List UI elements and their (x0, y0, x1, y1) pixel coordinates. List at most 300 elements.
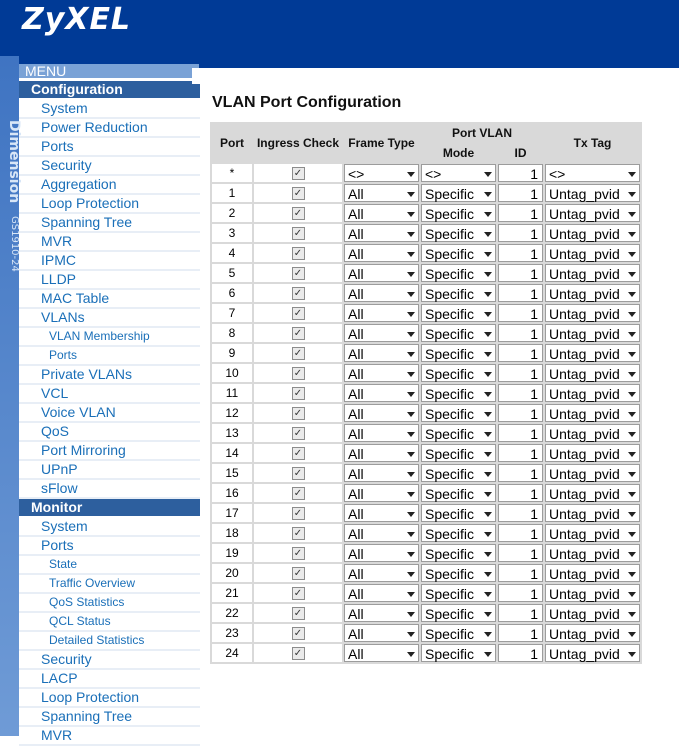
port-cell: 1 (212, 184, 252, 202)
port-vlan-mode-select-value: Specific (425, 306, 475, 322)
port-vlan-id-input[interactable]: 1 (498, 164, 543, 182)
dropdown-arrow-icon (484, 472, 492, 477)
menu-item-loop-protection[interactable]: Loop Protection (19, 689, 200, 708)
dropdown-arrow-icon (407, 492, 415, 497)
zyxel-logo: ZyXEL (22, 2, 132, 37)
port-vlan-mode-select-value: Specific (425, 586, 475, 602)
menu-item-ports[interactable]: Ports (19, 138, 200, 157)
frame-type-select-value: All (348, 426, 364, 442)
port-vlan-mode-select-value: Specific (425, 266, 475, 282)
dropdown-arrow-icon (484, 612, 492, 617)
tx-tag-select-value: Untag_pvid (549, 366, 620, 382)
tx-tag-select-value: <> (549, 166, 566, 182)
port-vlan-mode-select[interactable] (421, 464, 496, 482)
frame-type-select[interactable] (344, 424, 419, 442)
port-vlan-mode-select[interactable] (421, 644, 496, 662)
menu-item-traffic-overview[interactable]: Traffic Overview (19, 575, 200, 594)
frame-type-select[interactable] (344, 584, 419, 602)
dropdown-arrow-icon (407, 412, 415, 417)
port-vlan-mode-select[interactable] (421, 364, 496, 382)
tx-tag-select[interactable] (545, 624, 640, 642)
port-cell: 8 (212, 324, 252, 342)
frame-type-select[interactable] (344, 504, 419, 522)
dropdown-arrow-icon (628, 232, 636, 237)
frame-type-select-value: All (348, 526, 364, 542)
menu-item-detailed-statistics[interactable]: Detailed Statistics (19, 632, 200, 651)
frame-type-select[interactable] (344, 264, 419, 282)
ingress-check-checkbox[interactable]: ✓ (292, 267, 305, 280)
tx-tag-select[interactable] (545, 184, 640, 202)
frame-type-select[interactable] (344, 564, 419, 582)
tx-tag-select[interactable] (545, 444, 640, 462)
port-vlan-mode-select[interactable] (421, 224, 496, 242)
port-vlan-id-input[interactable]: 1 (498, 444, 543, 462)
ingress-check-checkbox[interactable]: ✓ (292, 287, 305, 300)
dropdown-arrow-icon (484, 552, 492, 557)
ingress-check-checkbox[interactable]: ✓ (292, 247, 305, 260)
dropdown-arrow-icon (628, 332, 636, 337)
tx-tag-select[interactable] (545, 224, 640, 242)
frame-type-select[interactable] (344, 284, 419, 302)
menu-item-qos-statistics[interactable]: QoS Statistics (19, 594, 200, 613)
tx-tag-select[interactable] (545, 164, 640, 182)
menu-item-qcl-status[interactable]: QCL Status (19, 613, 200, 632)
port-vlan-id-input[interactable]: 1 (498, 304, 543, 322)
tx-tag-select[interactable] (545, 384, 640, 402)
tx-tag-select[interactable] (545, 504, 640, 522)
top-banner (0, 0, 679, 68)
dropdown-arrow-icon (407, 252, 415, 257)
tx-tag-select[interactable] (545, 404, 640, 422)
port-vlan-id-input[interactable]: 1 (498, 384, 543, 402)
port-vlan-mode-select-value: Specific (425, 246, 475, 262)
dropdown-arrow-icon (407, 632, 415, 637)
menu-item-mvr[interactable]: MVR (19, 233, 200, 252)
menu-item-lldp[interactable]: LLDP (19, 271, 200, 290)
port-vlan-mode-select[interactable] (421, 524, 496, 542)
dropdown-arrow-icon (628, 352, 636, 357)
port-vlan-mode-select[interactable] (421, 284, 496, 302)
menu-item-lacp[interactable]: LACP (19, 670, 200, 689)
tx-tag-select-value: Untag_pvid (549, 206, 620, 222)
table-row (212, 584, 640, 602)
ingress-check-checkbox[interactable]: ✓ (292, 547, 305, 560)
page-title: VLAN Port Configuration (212, 94, 402, 111)
frame-type-select[interactable] (344, 644, 419, 662)
dropdown-arrow-icon (407, 352, 415, 357)
dropdown-arrow-icon (407, 232, 415, 237)
tx-tag-select-value: Untag_pvid (549, 566, 620, 582)
port-vlan-id-input[interactable]: 1 (498, 284, 543, 302)
dropdown-arrow-icon (628, 312, 636, 317)
dropdown-arrow-icon (407, 572, 415, 577)
menu-item-ipmc[interactable]: IPMC (19, 252, 200, 271)
menu-item-security[interactable]: Security (19, 157, 200, 176)
frame-type-select[interactable] (344, 404, 419, 422)
port-vlan-mode-select[interactable] (421, 244, 496, 262)
port-vlan-mode-select-value: Specific (425, 566, 475, 582)
tx-tag-select[interactable] (545, 424, 640, 442)
menu-item-vcl[interactable]: VCL (19, 385, 200, 404)
dropdown-arrow-icon (484, 412, 492, 417)
port-vlan-id-input[interactable]: 1 (498, 504, 543, 522)
tx-tag-select-value: Untag_pvid (549, 466, 620, 482)
port-cell: 16 (212, 484, 252, 502)
port-cell: 10 (212, 364, 252, 382)
frame-type-select[interactable] (344, 364, 419, 382)
tx-tag-select-value: Untag_pvid (549, 426, 620, 442)
frame-type-select-value: All (348, 346, 364, 362)
port-vlan-mode-select[interactable] (421, 544, 496, 562)
dropdown-arrow-icon (407, 272, 415, 277)
port-vlan-id-input[interactable]: 1 (498, 464, 543, 482)
tx-tag-select[interactable] (545, 204, 640, 222)
port-vlan-id-input[interactable]: 1 (498, 644, 543, 662)
port-vlan-mode-select-value: <> (425, 166, 442, 182)
menu-item-ports[interactable]: Ports (19, 347, 200, 366)
frame-type-select-value: All (348, 206, 364, 222)
port-vlan-mode-select[interactable] (421, 584, 496, 602)
frame-type-select[interactable] (344, 204, 419, 222)
port-vlan-mode-select[interactable] (421, 564, 496, 582)
tx-tag-select[interactable] (545, 304, 640, 322)
header-frame-type: Frame Type (348, 136, 415, 150)
dropdown-arrow-icon (407, 532, 415, 537)
menu-section-monitor[interactable]: Monitor (19, 499, 200, 516)
menu-item-loop-protection[interactable]: Loop Protection (19, 195, 200, 214)
dropdown-arrow-icon (407, 212, 415, 217)
ingress-check-checkbox[interactable]: ✓ (292, 587, 305, 600)
ingress-check-checkbox[interactable]: ✓ (292, 527, 305, 540)
port-vlan-mode-select-value: Specific (425, 366, 475, 382)
dropdown-arrow-icon (628, 512, 636, 517)
port-vlan-mode-select-value: Specific (425, 346, 475, 362)
frame-type-select-value: All (348, 286, 364, 302)
tx-tag-select[interactable] (545, 264, 640, 282)
port-vlan-id-input[interactable]: 1 (498, 204, 543, 222)
tx-tag-select[interactable] (545, 604, 640, 622)
port-vlan-id-input[interactable]: 1 (498, 184, 543, 202)
dropdown-arrow-icon (484, 512, 492, 517)
menu-section-configuration[interactable]: Configuration (19, 81, 200, 98)
port-vlan-id-input[interactable]: 1 (498, 524, 543, 542)
tx-tag-select[interactable] (545, 584, 640, 602)
ingress-check-checkbox[interactable]: ✓ (292, 167, 305, 180)
frame-type-select[interactable] (344, 624, 419, 642)
port-vlan-mode-select[interactable] (421, 404, 496, 422)
dropdown-arrow-icon (484, 432, 492, 437)
menu-item-spanning-tree[interactable]: Spanning Tree (19, 708, 200, 727)
frame-type-select-value: All (348, 626, 364, 642)
frame-type-select-value: All (348, 226, 364, 242)
ingress-check-checkbox[interactable]: ✓ (292, 327, 305, 340)
menu-item-ports[interactable]: Ports (19, 537, 200, 556)
tx-tag-select-value: Untag_pvid (549, 186, 620, 202)
dropdown-arrow-icon (407, 652, 415, 657)
port-vlan-mode-select-value: Specific (425, 466, 475, 482)
frame-type-select[interactable] (344, 464, 419, 482)
table-row (212, 464, 640, 482)
tx-tag-select[interactable] (545, 484, 640, 502)
ingress-check-checkbox[interactable]: ✓ (292, 607, 305, 620)
port-vlan-mode-select-value: Specific (425, 286, 475, 302)
tx-tag-select[interactable] (545, 364, 640, 382)
ingress-check-checkbox[interactable]: ✓ (292, 627, 305, 640)
menu-item-sflow[interactable]: sFlow (19, 480, 200, 499)
tx-tag-select[interactable] (545, 244, 640, 262)
dropdown-arrow-icon (407, 192, 415, 197)
port-vlan-mode-select[interactable] (421, 444, 496, 462)
table-row (212, 204, 640, 222)
port-vlan-id-input[interactable]: 1 (498, 224, 543, 242)
menu-item-vlans[interactable]: VLANs (19, 309, 200, 328)
menu-title: MENU (19, 64, 199, 78)
dropdown-arrow-icon (628, 632, 636, 637)
menu-item-aggregation[interactable]: Aggregation (19, 176, 200, 195)
brand-side-text: Dimension (6, 120, 22, 204)
port-vlan-mode-select[interactable] (421, 604, 496, 622)
port-vlan-mode-select[interactable] (421, 624, 496, 642)
frame-type-select-value: All (348, 546, 364, 562)
port-cell: 3 (212, 224, 252, 242)
ingress-check-checkbox[interactable]: ✓ (292, 227, 305, 240)
frame-type-select[interactable] (344, 224, 419, 242)
port-cell: 9 (212, 344, 252, 362)
header-id: ID (514, 146, 527, 160)
port-vlan-mode-select-value: Specific (425, 186, 475, 202)
frame-type-select[interactable] (344, 184, 419, 202)
port-vlan-id-input[interactable]: 1 (498, 564, 543, 582)
dropdown-arrow-icon (484, 372, 492, 377)
table-row (212, 504, 640, 522)
main-content (200, 68, 679, 736)
dropdown-arrow-icon (407, 312, 415, 317)
port-vlan-id-input[interactable]: 1 (498, 244, 543, 262)
port-vlan-mode-select-value: Specific (425, 546, 475, 562)
frame-type-select[interactable] (344, 544, 419, 562)
port-vlan-mode-select-value: Specific (425, 326, 475, 342)
port-vlan-id-input[interactable]: 1 (498, 344, 543, 362)
dropdown-arrow-icon (407, 392, 415, 397)
dropdown-arrow-icon (484, 312, 492, 317)
port-vlan-mode-select[interactable] (421, 424, 496, 442)
table-row (212, 244, 640, 262)
ingress-check-checkbox[interactable]: ✓ (292, 387, 305, 400)
port-vlan-mode-select-value: Specific (425, 206, 475, 222)
tx-tag-select-value: Untag_pvid (549, 246, 620, 262)
menu-item-spanning-tree[interactable]: Spanning Tree (19, 214, 200, 233)
port-vlan-mode-select[interactable] (421, 304, 496, 322)
dropdown-arrow-icon (628, 552, 636, 557)
ingress-check-checkbox[interactable]: ✓ (292, 647, 305, 660)
menu-item-state[interactable]: State (19, 556, 200, 575)
dropdown-arrow-icon (407, 452, 415, 457)
port-vlan-id-input[interactable]: 1 (498, 324, 543, 342)
sidebar-menu (19, 81, 200, 746)
menu-item-port-mirroring[interactable]: Port Mirroring (19, 442, 200, 461)
dropdown-arrow-icon (484, 232, 492, 237)
port-vlan-mode-select-value: Specific (425, 646, 475, 662)
ingress-check-checkbox[interactable]: ✓ (292, 507, 305, 520)
port-vlan-mode-select[interactable] (421, 324, 496, 342)
port-vlan-id-input[interactable]: 1 (498, 624, 543, 642)
frame-type-select[interactable] (344, 484, 419, 502)
port-vlan-id-input[interactable]: 1 (498, 404, 543, 422)
dropdown-arrow-icon (628, 592, 636, 597)
tx-tag-select-value: Untag_pvid (549, 306, 620, 322)
menu-item-security[interactable]: Security (19, 651, 200, 670)
tx-tag-select[interactable] (545, 564, 640, 582)
port-vlan-mode-select-value: Specific (425, 446, 475, 462)
header-port: Port (220, 136, 244, 150)
port-vlan-mode-select-value: Specific (425, 406, 475, 422)
port-cell: 19 (212, 544, 252, 562)
port-vlan-id-input[interactable]: 1 (498, 584, 543, 602)
frame-type-select[interactable] (344, 444, 419, 462)
ingress-check-checkbox[interactable]: ✓ (292, 367, 305, 380)
table-row (212, 224, 640, 242)
port-vlan-mode-select[interactable] (421, 384, 496, 402)
port-vlan-mode-select-value: Specific (425, 226, 475, 242)
port-vlan-mode-select[interactable] (421, 264, 496, 282)
ingress-check-checkbox[interactable]: ✓ (292, 567, 305, 580)
dropdown-arrow-icon (407, 512, 415, 517)
port-cell: 14 (212, 444, 252, 462)
frame-type-select[interactable] (344, 604, 419, 622)
menu-item-upnp[interactable]: UPnP (19, 461, 200, 480)
ingress-check-checkbox[interactable]: ✓ (292, 447, 305, 460)
frame-type-select[interactable] (344, 524, 419, 542)
dropdown-arrow-icon (407, 472, 415, 477)
port-vlan-id-input[interactable]: 1 (498, 544, 543, 562)
ingress-check-checkbox[interactable]: ✓ (292, 407, 305, 420)
tx-tag-select[interactable] (545, 464, 640, 482)
header-tx-tag: Tx Tag (573, 136, 612, 150)
table-row (212, 384, 640, 402)
tx-tag-select-value: Untag_pvid (549, 626, 620, 642)
port-vlan-mode-select[interactable] (421, 344, 496, 362)
dropdown-arrow-icon (484, 392, 492, 397)
dropdown-arrow-icon (407, 332, 415, 337)
frame-type-select-value: All (348, 506, 364, 522)
port-cell: 12 (212, 404, 252, 422)
brand-model-text: GS1910-24 (9, 216, 20, 272)
tx-tag-select[interactable] (545, 644, 640, 662)
port-vlan-id-input[interactable]: 1 (498, 484, 543, 502)
dropdown-arrow-icon (628, 192, 636, 197)
menu-item-voice-vlan[interactable]: Voice VLAN (19, 404, 200, 423)
port-vlan-mode-select-value: Specific (425, 526, 475, 542)
header-mode: Mode (442, 146, 475, 160)
frame-type-select-value: All (348, 406, 364, 422)
port-vlan-mode-select[interactable] (421, 484, 496, 502)
tx-tag-select[interactable] (545, 524, 640, 542)
dropdown-arrow-icon (484, 652, 492, 657)
menu-item-power-reduction[interactable]: Power Reduction (19, 119, 200, 138)
port-vlan-mode-select-value: Specific (425, 626, 475, 642)
table-row (212, 524, 640, 542)
menu-item-private-vlans[interactable]: Private VLANs (19, 366, 200, 385)
tx-tag-select-value: Untag_pvid (549, 286, 620, 302)
table-row (212, 304, 640, 322)
frame-type-select[interactable] (344, 344, 419, 362)
port-vlan-mode-select[interactable] (421, 164, 496, 182)
port-vlan-mode-select[interactable] (421, 204, 496, 222)
tx-tag-select-value: Untag_pvid (549, 546, 620, 562)
table-row (212, 324, 640, 342)
ingress-check-checkbox[interactable]: ✓ (292, 487, 305, 500)
dropdown-arrow-icon (628, 392, 636, 397)
port-vlan-id-input[interactable]: 1 (498, 424, 543, 442)
menu-item-qos[interactable]: QoS (19, 423, 200, 442)
port-cell: * (212, 164, 252, 182)
tx-tag-select[interactable] (545, 284, 640, 302)
menu-item-system[interactable]: System (19, 518, 200, 537)
tx-tag-select-value: Untag_pvid (549, 446, 620, 462)
port-vlan-mode-select[interactable] (421, 504, 496, 522)
ingress-check-checkbox[interactable]: ✓ (292, 207, 305, 220)
ingress-check-checkbox[interactable]: ✓ (292, 307, 305, 320)
dropdown-arrow-icon (407, 552, 415, 557)
side-strip (0, 56, 22, 736)
dropdown-arrow-icon (628, 472, 636, 477)
tx-tag-select[interactable] (545, 344, 640, 362)
dropdown-arrow-icon (628, 172, 636, 177)
port-vlan-id-input[interactable]: 1 (498, 364, 543, 382)
dropdown-arrow-icon (484, 532, 492, 537)
dropdown-arrow-icon (628, 432, 636, 437)
port-vlan-mode-select[interactable] (421, 184, 496, 202)
header-ingress-check: Ingress Check (256, 136, 340, 150)
ingress-check-checkbox[interactable]: ✓ (292, 467, 305, 480)
frame-type-select-value: All (348, 446, 364, 462)
frame-type-select-value: All (348, 366, 364, 382)
port-cell: 4 (212, 244, 252, 262)
tx-tag-select-value: Untag_pvid (549, 346, 620, 362)
port-vlan-id-input[interactable]: 1 (498, 264, 543, 282)
frame-type-select-value: All (348, 386, 364, 402)
table-row (212, 424, 640, 442)
port-vlan-id-input[interactable]: 1 (498, 604, 543, 622)
menu-item-mvr[interactable]: MVR (19, 727, 200, 746)
tx-tag-select[interactable] (545, 324, 640, 342)
dropdown-arrow-icon (484, 332, 492, 337)
port-vlan-mode-select-value: Specific (425, 426, 475, 442)
frame-type-select[interactable] (344, 324, 419, 342)
menu-item-mac-table[interactable]: MAC Table (19, 290, 200, 309)
frame-type-select[interactable] (344, 384, 419, 402)
table-row (212, 564, 640, 582)
tx-tag-select[interactable] (545, 544, 640, 562)
frame-type-select[interactable] (344, 244, 419, 262)
dropdown-arrow-icon (484, 452, 492, 457)
table-row (212, 644, 640, 662)
tx-tag-select-value: Untag_pvid (549, 526, 620, 542)
frame-type-select-value: All (348, 586, 364, 602)
dropdown-arrow-icon (628, 612, 636, 617)
port-vlan-mode-select-value: Specific (425, 486, 475, 502)
menu-item-system[interactable]: System (19, 100, 200, 119)
frame-type-select[interactable] (344, 304, 419, 322)
table-row (212, 284, 640, 302)
ingress-check-checkbox[interactable]: ✓ (292, 347, 305, 360)
ingress-check-checkbox[interactable]: ✓ (292, 427, 305, 440)
frame-type-select[interactable] (344, 164, 419, 182)
tx-tag-select-value: Untag_pvid (549, 586, 620, 602)
port-cell: 20 (212, 564, 252, 582)
menu-item-vlan-membership[interactable]: VLAN Membership (19, 328, 200, 347)
ingress-check-checkbox[interactable]: ✓ (292, 187, 305, 200)
